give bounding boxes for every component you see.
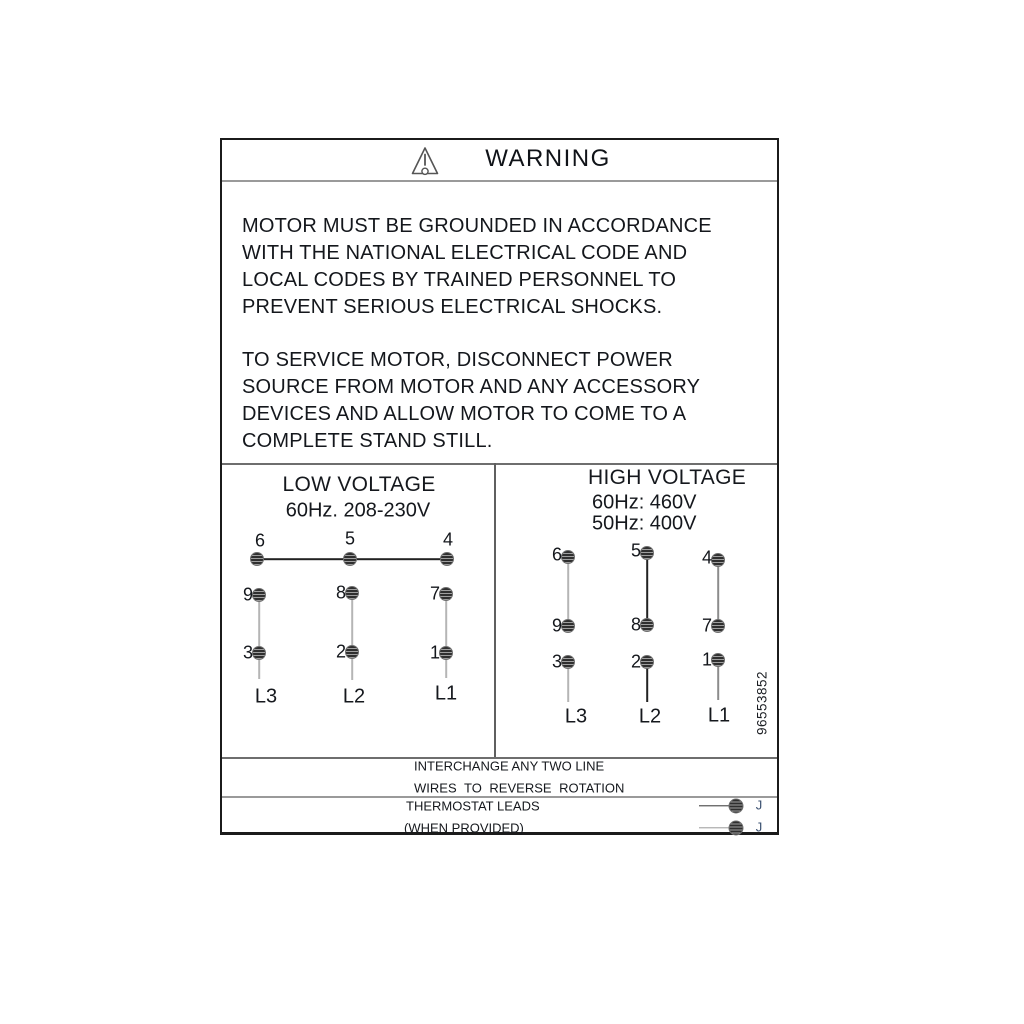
terminal-number: 6 [254,530,266,551]
warning-paragraph-2 [242,347,700,455]
terminal-number: 9 [242,584,253,605]
high-voltage-wire-4-7 [717,560,719,626]
terminal-hv-1 [711,653,725,667]
warning-paragraph-1 [242,213,712,321]
terminal-number: 7 [701,615,712,636]
warning-title: WARNING [485,145,611,172]
line-lead-label: L3 [564,705,588,728]
low-voltage-wire-l2 [351,593,353,680]
paragraph-line: PREVENT SERIOUS ELECTRICAL SHOCKS. [242,296,663,318]
paragraph-line: SOURCE FROM MOTOR AND ANY ACCESSORY [242,376,701,398]
thermostat-lead-wire-1 [699,805,730,806]
terminal-hv-5 [640,546,654,560]
terminal-hv-8 [640,618,654,632]
terminal-number: 1 [429,642,440,663]
header-divider [222,180,777,182]
line-lead-label: L1 [707,704,731,727]
low-voltage-subtitle: 60Hz. 208-230V [285,499,431,522]
high-voltage-title: HIGH VOLTAGE [587,466,747,489]
terminal-lv-8 [345,586,359,600]
low-voltage-title: LOW VOLTAGE [282,473,436,496]
thermostat-lead-terminal-2 [729,821,744,836]
terminal-number: 6 [551,544,562,565]
paragraph-line: TO SERVICE MOTOR, DISCONNECT POWER [242,349,673,371]
line-lead-label: L2 [638,705,662,728]
terminal-number: 3 [242,642,253,663]
terminal-number: 4 [442,529,454,550]
terminal-number: 5 [630,540,641,561]
interchange-note-line2: WIRES TO REVERSE ROTATION [414,780,625,796]
terminal-lv-6 [250,552,264,566]
thermostat-note-line2: (WHEN PROVIDED) [404,820,524,836]
paragraph-line: WITH THE NATIONAL ELECTRICAL CODE AND [242,242,688,264]
paragraph-line: COMPLETE STAND STILL. [242,430,493,452]
terminal-number: 3 [551,651,562,672]
thermostat-lead-terminal-1 [729,799,744,814]
paragraph-line: DEVICES AND ALLOW MOTOR TO COME TO A [242,403,687,425]
thermostat-lead-label-2: J [755,819,763,835]
terminal-lv-4 [440,552,454,566]
motor-warning-label [220,138,779,835]
terminal-hv-2 [640,655,654,669]
line-lead-label: L3 [254,685,278,708]
terminal-lv-7 [439,587,453,601]
terminal-hv-9 [561,619,575,633]
line-lead-label: L1 [434,682,458,705]
terminal-lv-5 [343,552,357,566]
thermostat-lead-wire-2 [699,827,730,828]
terminal-number: 1 [701,649,712,670]
paragraph-line: MOTOR MUST BE GROUNDED IN ACCORDANCE [242,215,712,237]
terminal-number: 8 [630,614,641,635]
terminal-lv-3 [252,646,266,660]
terminal-hv-7 [711,619,725,633]
terminal-number: 4 [701,547,712,568]
terminal-number: 8 [335,582,346,603]
high-voltage-wire-6-9 [567,557,569,626]
high-voltage-subtitle-50hz: 50Hz: 400V [592,512,697,535]
terminal-number: 2 [335,641,346,662]
interchange-note-line1: INTERCHANGE ANY TWO LINE [414,758,605,774]
terminal-hv-3 [561,655,575,669]
thermostat-note-line1: THERMOSTAT LEADS [406,798,540,814]
terminal-lv-1 [439,646,453,660]
high-voltage-subtitle-60hz: 60Hz: 460V [592,491,697,514]
part-number: 96553852 [754,670,770,736]
terminal-number: 2 [630,651,641,672]
terminal-hv-4 [711,553,725,567]
terminal-lv-9 [252,588,266,602]
diagram-center-divider [494,463,496,757]
terminal-lv-2 [345,645,359,659]
low-voltage-wire-l1 [445,594,447,678]
thermostat-lead-label-1: J [755,797,763,813]
low-voltage-wire-l3 [258,595,260,679]
line-lead-label: L2 [342,685,366,708]
diagram-top-divider [222,463,777,465]
terminal-hv-6 [561,550,575,564]
paragraph-line: LOCAL CODES BY TRAINED PERSONNEL TO [242,269,677,291]
terminal-number: 9 [551,615,562,636]
high-voltage-wire-5-8 [646,553,648,625]
terminal-number: 5 [344,528,356,549]
terminal-number: 7 [429,583,440,604]
